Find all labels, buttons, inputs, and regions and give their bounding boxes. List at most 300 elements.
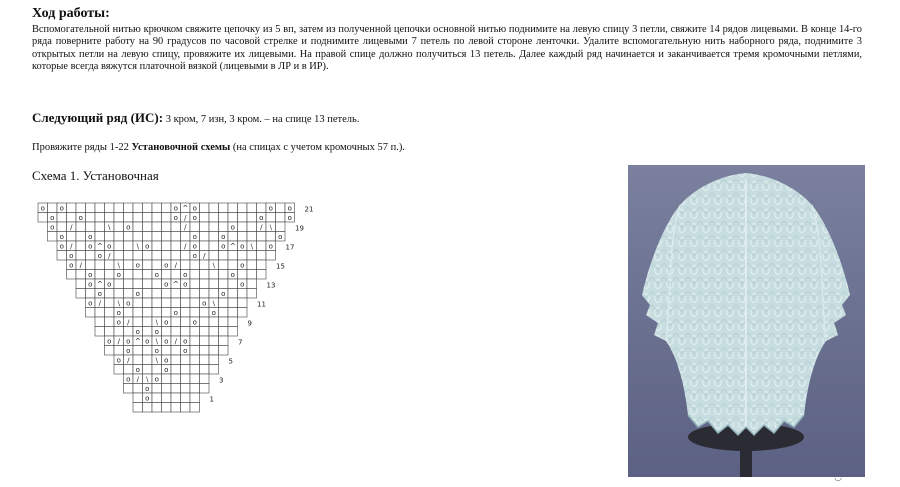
chart-cell [124, 384, 134, 394]
chart-symbol: \ [146, 375, 149, 384]
chart-symbol: o [221, 242, 226, 251]
chart-cell [181, 232, 191, 242]
chart-cell [238, 222, 248, 232]
chart-symbol: o [116, 318, 121, 327]
knit-rows-suffix: (на спицах с учетом кромочных 57 п.). [232, 142, 405, 153]
chart-cell [105, 232, 115, 242]
chart-cell [200, 213, 210, 223]
chart-symbol: / [117, 337, 120, 346]
chart-cell [219, 251, 229, 261]
chart-cell [162, 241, 172, 251]
chart-symbol: o [230, 271, 235, 279]
chart-cell [171, 355, 181, 365]
chart-cell [67, 270, 77, 280]
chart-symbol: o [278, 233, 283, 241]
chart-cell [143, 403, 153, 413]
chart-row-number: 13 [266, 281, 276, 290]
chart-symbol: o [50, 223, 55, 232]
chart-cell [190, 279, 200, 289]
chart-cell [209, 336, 219, 346]
chart-cell [209, 346, 219, 356]
chart-cell [105, 327, 115, 337]
chart-cell [67, 232, 77, 242]
chart-cell [67, 213, 77, 223]
chart-cell [143, 355, 153, 365]
chart-cell [95, 222, 105, 232]
chart-cell [124, 241, 134, 251]
chart-cell [143, 346, 153, 356]
chart-cell [124, 279, 134, 289]
chart-symbol: o [268, 204, 273, 213]
scheme-title: Схема 1. Установочная [32, 168, 159, 183]
chart-cell [143, 251, 153, 261]
chart-cell [209, 251, 219, 261]
chart-cell [200, 222, 210, 232]
chart-cell [105, 317, 115, 327]
chart-symbol: ^ [172, 280, 179, 289]
chart-cell [228, 308, 238, 318]
chart-symbol: ^ [182, 204, 189, 213]
chart-cell [86, 203, 96, 213]
chart-cell [114, 289, 124, 299]
chart-symbol: o [183, 280, 188, 289]
chart-cell [257, 260, 267, 270]
chart-cell [200, 355, 210, 365]
chart-symbol: o [240, 261, 245, 270]
chart-cell [76, 251, 86, 261]
chart-cell [57, 251, 67, 261]
chart-cell [124, 365, 134, 375]
chart-symbol: / [70, 223, 73, 232]
chart-symbol: o [192, 318, 197, 327]
chart-cell [181, 260, 191, 270]
chart-symbol: \ [155, 356, 158, 365]
chart-cell [95, 270, 105, 280]
chart-cell [133, 317, 143, 327]
chart-cell [162, 203, 172, 213]
chart-symbol: o [259, 214, 264, 222]
chart-cell [152, 384, 162, 394]
chart-cell [238, 251, 248, 261]
chart-symbol: o [287, 204, 292, 213]
chart-symbol: o [240, 280, 245, 289]
chart-cell [171, 241, 181, 251]
chart-cell [209, 241, 219, 251]
chart-cell [133, 403, 143, 413]
chart-cell [266, 232, 276, 242]
chart-cell [200, 279, 210, 289]
chart-cell [152, 222, 162, 232]
chart-symbol: / [184, 223, 187, 232]
chart-cell [152, 213, 162, 223]
chart-cell [209, 355, 219, 365]
chart-cell [133, 222, 143, 232]
chart-cell [247, 203, 257, 213]
next-row-label: Следующий ряд (ИС): [32, 110, 164, 125]
chart-symbol: o [183, 271, 188, 279]
chart-cell [114, 213, 124, 223]
chart-cell [181, 289, 191, 299]
chart-symbol: / [108, 252, 111, 260]
chart-cell [257, 232, 267, 242]
chart-cell [219, 270, 229, 280]
chart-symbol: / [174, 261, 177, 270]
chart-symbol: o [107, 337, 112, 346]
chart-cell [143, 260, 153, 270]
chart-cell [162, 289, 172, 299]
chart-cell [105, 308, 115, 318]
chart-symbol: o [145, 385, 150, 393]
chart-cell [247, 232, 257, 242]
chart-cell [257, 251, 267, 261]
chart-cell [162, 222, 172, 232]
chart-cell [86, 308, 96, 318]
chart-symbol: o [135, 328, 140, 336]
chart-cell [76, 279, 86, 289]
chart-symbol: o [126, 347, 131, 355]
chart-cell [105, 298, 115, 308]
chart-cell [143, 365, 153, 375]
chart-cell [105, 203, 115, 213]
chart-symbol: o [192, 233, 197, 241]
chart-row-number: 1 [209, 395, 214, 404]
chart-cell [105, 289, 115, 299]
chart-row-number: 5 [228, 357, 233, 366]
chart-cell [190, 374, 200, 384]
chart-cell [219, 260, 229, 270]
chart-cell [143, 222, 153, 232]
chart-cell [228, 279, 238, 289]
chart-symbol: o [107, 280, 112, 289]
chart-cell [181, 355, 191, 365]
chart-cell [200, 365, 210, 375]
chart-cell [143, 289, 153, 299]
chart-cell [95, 308, 105, 318]
chart-symbol: o [240, 242, 245, 251]
chart-cell [133, 298, 143, 308]
chart-symbol: o [192, 252, 197, 260]
chart-cell [162, 270, 172, 280]
chart-symbol: \ [155, 318, 158, 327]
shawl-photo [628, 165, 865, 477]
chart-cell [171, 251, 181, 261]
chart-cell [190, 365, 200, 375]
chart-cell [124, 203, 134, 213]
chart-symbol: / [127, 318, 130, 327]
chart-cell [86, 260, 96, 270]
chart-cell [257, 270, 267, 280]
chart-cell [247, 213, 257, 223]
chart-cell [133, 393, 143, 403]
chart-cell [57, 213, 67, 223]
chart-cell [95, 203, 105, 213]
corner-mark: ◡ [834, 472, 842, 482]
chart-cell [124, 251, 134, 261]
chart-cell [181, 327, 191, 337]
chart-cell [200, 241, 210, 251]
chart-cell [114, 232, 124, 242]
chart-symbol: o [192, 204, 197, 213]
chart-cell [219, 336, 229, 346]
chart-cell [171, 298, 181, 308]
chart-cell [162, 327, 172, 337]
chart-cell [171, 393, 181, 403]
chart-symbol: o [135, 290, 140, 298]
chart-cell [76, 222, 86, 232]
chart-symbol: o [173, 204, 178, 213]
chart-cell [209, 317, 219, 327]
chart-symbol: ^ [229, 242, 236, 251]
chart-cell [76, 232, 86, 242]
chart-cell [200, 336, 210, 346]
chart-symbol: / [79, 261, 82, 270]
chart-cell [247, 251, 257, 261]
chart-cell [209, 279, 219, 289]
chart-cell [162, 346, 172, 356]
chart-symbol: o [126, 375, 131, 384]
next-row-text: 3 кром, 7 изн, 3 кром. – на спице 13 петель. [165, 114, 360, 125]
chart-cell [86, 222, 96, 232]
chart-symbol: o [183, 347, 188, 355]
chart-cell [228, 232, 238, 242]
chart-cell [247, 279, 257, 289]
chart-cell [247, 289, 257, 299]
chart-cell [219, 203, 229, 213]
chart-cell [133, 384, 143, 394]
chart-symbol: o [164, 318, 169, 327]
chart-cell [105, 270, 115, 280]
chart-cell [95, 213, 105, 223]
chart-cell [152, 241, 162, 251]
chart-symbol: / [184, 214, 187, 222]
chart-cell [266, 251, 276, 261]
chart-cell [190, 289, 200, 299]
instructions-paragraph: Вспомогательной нитью крючком свяжите цепочку из 5 вп, затем из полученной цепочки основной нитью поднимите на левую спицу 3 петли, свяжите 14 рядов лицевыми. В конце 14-го ряда поверните работу на 90 градусов по часовой стрелке и поднимите лицевыми 7 петель по левой стороне ленточки. Удалите вспомогательную нить наборного ряда, поднимите 3 открытых петли на левую спицу, провяжите их лицевыми. На правой спице должно получиться 13 петель. Далее каждый ряд начинается и заканчивается тремя кромочными петлями, которые всегда вяжутся платочной вязкой (лицевыми в ЛР и в ИР). [32, 24, 862, 73]
chart-symbol: o [135, 366, 140, 374]
chart-cell [162, 232, 172, 242]
chart-cell [219, 213, 229, 223]
knit-rows-bold: Установочной схемы [131, 142, 231, 153]
chart-cell [152, 251, 162, 261]
chart-cell [238, 308, 248, 318]
chart-symbol: o [135, 261, 140, 270]
chart-cell [200, 374, 210, 384]
chart-cell [143, 270, 153, 280]
shawl-illustration [628, 165, 865, 477]
chart-cell [152, 260, 162, 270]
chart-cell [162, 403, 172, 413]
chart-cell [124, 270, 134, 280]
chart-cell [276, 203, 286, 213]
chart-cell [95, 260, 105, 270]
chart-cell [228, 298, 238, 308]
chart-cell [162, 251, 172, 261]
chart-cell [190, 260, 200, 270]
chart-symbol: \ [212, 299, 215, 308]
chart-row-number: 17 [285, 243, 295, 252]
chart-cell [143, 213, 153, 223]
chart-symbol: o [126, 223, 131, 232]
chart-cell [152, 203, 162, 213]
chart-cell [181, 384, 191, 394]
chart-cell [114, 241, 124, 251]
chart-row-number: 7 [238, 338, 243, 347]
chart-cell [209, 222, 219, 232]
chart-symbol: o [88, 299, 93, 308]
chart-cell [133, 355, 143, 365]
chart-row-number: 3 [219, 376, 224, 385]
chart-cell [171, 232, 181, 242]
chart-row-number: 21 [304, 205, 314, 214]
chart-symbol: o [145, 337, 150, 346]
chart-cell [276, 213, 286, 223]
chart-cell [219, 308, 229, 318]
chart-cell [86, 213, 96, 223]
chart-symbol: o [78, 214, 83, 222]
chart-symbol: o [154, 375, 159, 384]
chart-symbol: o [88, 280, 93, 289]
chart-cell [152, 232, 162, 242]
chart-symbol: o [126, 299, 131, 308]
chart-cell [181, 393, 191, 403]
chart-symbol: o [50, 214, 55, 222]
chart-cell [143, 279, 153, 289]
chart-cell [200, 270, 210, 280]
chart-symbol: o [59, 233, 64, 241]
chart-cell [133, 251, 143, 261]
chart-cell [200, 203, 210, 213]
chart-cell [171, 384, 181, 394]
chart-symbol: o [164, 261, 169, 270]
chart-cell [162, 393, 172, 403]
chart-cell [181, 317, 191, 327]
chart-symbol: \ [108, 223, 111, 232]
chart-cell [200, 327, 210, 337]
chart-cell [171, 327, 181, 337]
chart-symbol: o [192, 214, 197, 222]
chart-symbol: ^ [134, 337, 141, 346]
chart-cell [124, 232, 134, 242]
chart-cell [190, 327, 200, 337]
chart-symbol: o [116, 356, 121, 365]
chart-cell [133, 270, 143, 280]
chart-cell [143, 317, 153, 327]
chart-cell [171, 403, 181, 413]
chart-cell [190, 346, 200, 356]
chart-symbol: o [268, 242, 273, 251]
chart-symbol: ^ [96, 280, 103, 289]
chart-cell [143, 308, 153, 318]
chart-symbol: \ [155, 337, 158, 346]
chart-cell [247, 260, 257, 270]
chart-symbol: o [221, 233, 226, 241]
chart-cell [162, 374, 172, 384]
chart-cell [257, 241, 267, 251]
chart-cell [171, 374, 181, 384]
chart-cell [162, 384, 172, 394]
chart-cell [200, 289, 210, 299]
chart-cell [152, 403, 162, 413]
chart-cell [162, 213, 172, 223]
chart-cell [228, 260, 238, 270]
chart-cell [219, 346, 229, 356]
chart-cell [209, 203, 219, 213]
chart-cell [114, 346, 124, 356]
chart-symbol: / [98, 299, 101, 308]
chart-cell [86, 289, 96, 299]
chart-cell [95, 327, 105, 337]
chart-cell [114, 222, 124, 232]
chart-cell [152, 289, 162, 299]
chart-cell [247, 270, 257, 280]
chart-cell [143, 327, 153, 337]
chart-cell [76, 241, 86, 251]
chart-cell [133, 203, 143, 213]
chart-cell [219, 279, 229, 289]
chart-cell [219, 327, 229, 337]
chart-symbol: o [183, 337, 188, 346]
chart-cell [219, 222, 229, 232]
chart-cell [48, 203, 58, 213]
chart-cell [228, 289, 238, 299]
chart-cell [114, 251, 124, 261]
chart-cell [238, 232, 248, 242]
chart-cell [114, 365, 124, 375]
chart-cell [162, 298, 172, 308]
knit-rows-prefix: Провяжите ряды 1-22 [32, 142, 129, 153]
chart-cell [143, 203, 153, 213]
chart-symbol: \ [269, 223, 272, 232]
chart-cell [190, 355, 200, 365]
chart-cell [171, 270, 181, 280]
chart-cell [219, 317, 229, 327]
chart-symbol: o [221, 290, 226, 298]
chart-symbol: / [174, 337, 177, 346]
chart-cell [228, 317, 238, 327]
chart-cell [124, 289, 134, 299]
chart-cell [105, 260, 115, 270]
chart-symbol: o [154, 347, 159, 355]
chart-cell [171, 346, 181, 356]
chart-cell [209, 365, 219, 375]
chart-cell [190, 222, 200, 232]
chart-symbol: / [203, 252, 206, 260]
chart-cell [124, 308, 134, 318]
chart-row-number: 19 [295, 224, 304, 233]
chart-cell [200, 346, 210, 356]
chart-symbol: / [184, 242, 187, 251]
chart-cell [219, 298, 229, 308]
chart-symbol: o [69, 261, 74, 270]
chart-cell [152, 279, 162, 289]
chart-cell [133, 213, 143, 223]
chart-cell [114, 279, 124, 289]
chart-cell [162, 308, 172, 318]
chart-cell [190, 298, 200, 308]
chart-cell [67, 203, 77, 213]
chart-symbol: / [260, 223, 263, 232]
chart-cell [200, 308, 210, 318]
chart-symbol: o [164, 356, 169, 365]
chart-symbol: o [154, 328, 159, 336]
chart-cell [152, 298, 162, 308]
chart-cell [209, 327, 219, 337]
chart-symbol: o [97, 252, 102, 260]
chart-cell [190, 384, 200, 394]
chart-symbol: o [230, 223, 235, 232]
chart-symbol: o [145, 394, 150, 403]
chart-cell [124, 260, 134, 270]
